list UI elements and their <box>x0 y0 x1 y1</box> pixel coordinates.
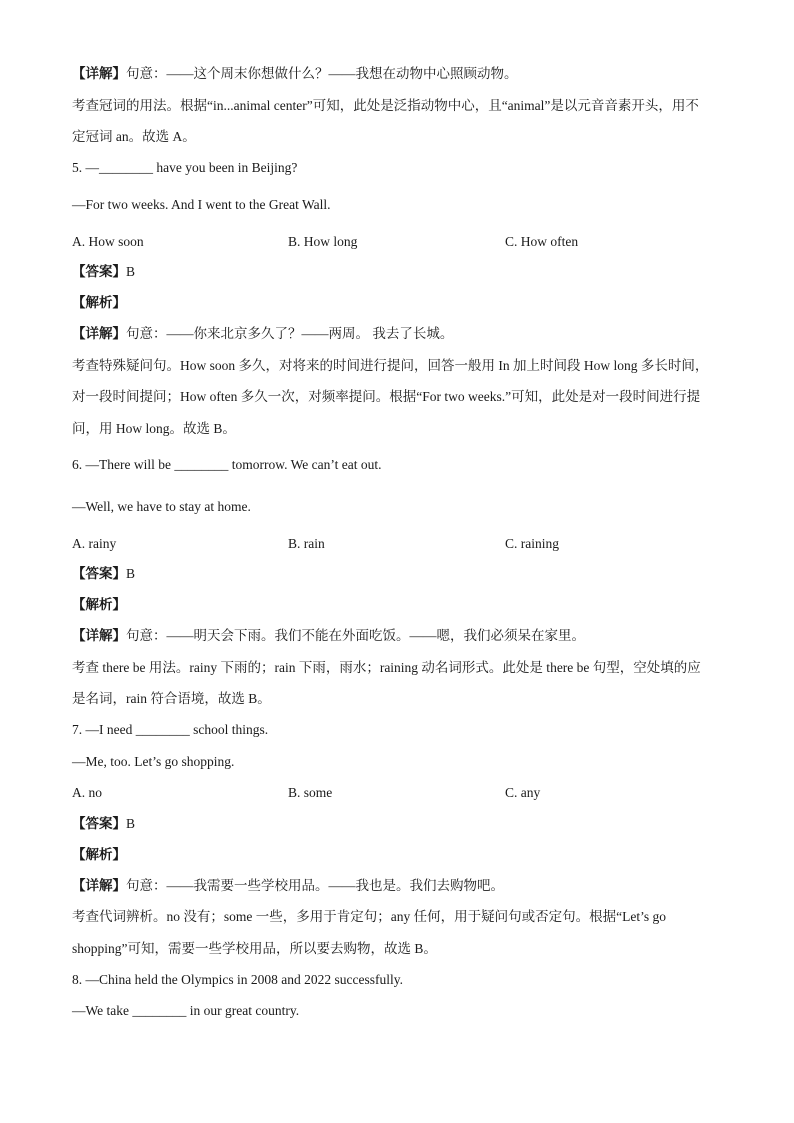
q6-option-b: B. rain <box>288 536 325 551</box>
q7-answer: B <box>126 816 136 831</box>
q5-analysis-tag <box>72 293 732 313</box>
answer-tag: 【答案】 <box>72 264 126 279</box>
q6-answer: B <box>126 566 136 581</box>
q5-reply: —For two weeks. And I went to the Great Wall. <box>72 197 331 212</box>
q7-detail: 句意：——我需要一些学校用品。——我也是。我们去购物吧。 <box>126 878 504 893</box>
q6-analysis-tag <box>72 595 732 615</box>
q7-option-c: C. any <box>505 785 541 800</box>
q5-expl-1: 考查特殊疑问句。How soon 多久，对将来的时间进行提问，回答一般用 In 加上时间段 How long 多长时间， <box>72 358 709 373</box>
q6-reply: —Well, we have to stay at home. <box>72 499 251 514</box>
q5-option-b: B. How long <box>288 234 358 249</box>
q7-reply: —Me, too. Let’s go shopping. <box>72 754 235 769</box>
q5-stem: 5. —________ have you been in Beijing? <box>72 160 298 175</box>
q5-expl-3: 问，用 How long。故选 B。 <box>72 421 236 436</box>
answer-tag: 【答案】 <box>72 566 126 581</box>
q5-detail-line <box>72 324 732 344</box>
q6-option-a: A. rainy <box>72 536 117 551</box>
q7-detail-line <box>72 876 732 896</box>
q5-answer: B <box>126 264 136 279</box>
q5-options <box>72 232 732 252</box>
detail-tag: 【详解】 <box>72 628 126 643</box>
q7-expl-1: 考查代词辨析。no 没有；some 一些，多用于肯定句；any 任何，用于疑问句或否定句。根据“Let’s go <box>72 909 666 924</box>
q4-expl-1: 考查冠词的用法。根据“in...animal center”可知，此处是泛指动物中心，且“animal”是以元音音素开头，用不 <box>72 98 699 113</box>
q7-option-b: B. some <box>288 785 333 800</box>
q7-expl-2: shopping”可知，需要一些学校用品，所以要去购物，故选 B。 <box>72 941 437 956</box>
q6-option-c: C. raining <box>505 536 559 551</box>
q5-option-c: C. How often <box>505 234 579 249</box>
q7-stem: 7. —I need ________ school things. <box>72 722 269 737</box>
q7-options <box>72 783 732 803</box>
q7-answer-line <box>72 814 732 834</box>
q6-options <box>72 534 732 554</box>
q5-option-a: A. How soon <box>72 234 144 249</box>
analysis-tag: 【解析】 <box>72 597 126 612</box>
analysis-tag: 【解析】 <box>72 847 126 862</box>
detail-tag: 【详解】 <box>72 66 126 81</box>
analysis-tag: 【解析】 <box>72 295 126 310</box>
q7-analysis-tag <box>72 845 732 865</box>
q6-stem: 6. —There will be ________ tomorrow. We can’t eat out. <box>72 457 382 472</box>
detail-tag: 【详解】 <box>72 878 126 893</box>
q6-expl-2: 是名词，rain 符合语境，故选 B。 <box>72 691 271 706</box>
q8-reply: —We take ________ in our great country. <box>72 1003 300 1018</box>
q7-option-a: A. no <box>72 785 102 800</box>
q6-detail: 句意：——明天会下雨。我们不能在外面吃饭。——嗯，我们必须呆在家里。 <box>126 628 585 643</box>
q4-detail: 句意：——这个周末你想做什么？——我想在动物中心照顾动物。 <box>126 66 518 81</box>
q5-answer-line <box>72 262 732 282</box>
detail-tag: 【详解】 <box>72 326 126 341</box>
q8-stem: 8. —China held the Olympics in 2008 and 2022 successfully. <box>72 972 403 987</box>
q6-answer-line <box>72 564 732 584</box>
answer-tag: 【答案】 <box>72 816 126 831</box>
q4-expl-2: 定冠词 an。故选 A。 <box>72 129 196 144</box>
q5-expl-2: 对一段时间提问；How often 多久一次，对频率提问。根据“For two weeks.”可知，此处是对一段时间进行提 <box>72 389 701 404</box>
q6-expl-1: 考查 there be 用法。rainy 下雨的；rain 下雨，雨水；raining 动名词形式。此处是 there be 句型，空处填的应 <box>72 660 701 675</box>
q4-detail-line <box>72 64 732 84</box>
q6-detail-line <box>72 626 732 646</box>
q5-detail: 句意：——你来北京多久了？——两周。 我去了长城。 <box>126 326 454 341</box>
